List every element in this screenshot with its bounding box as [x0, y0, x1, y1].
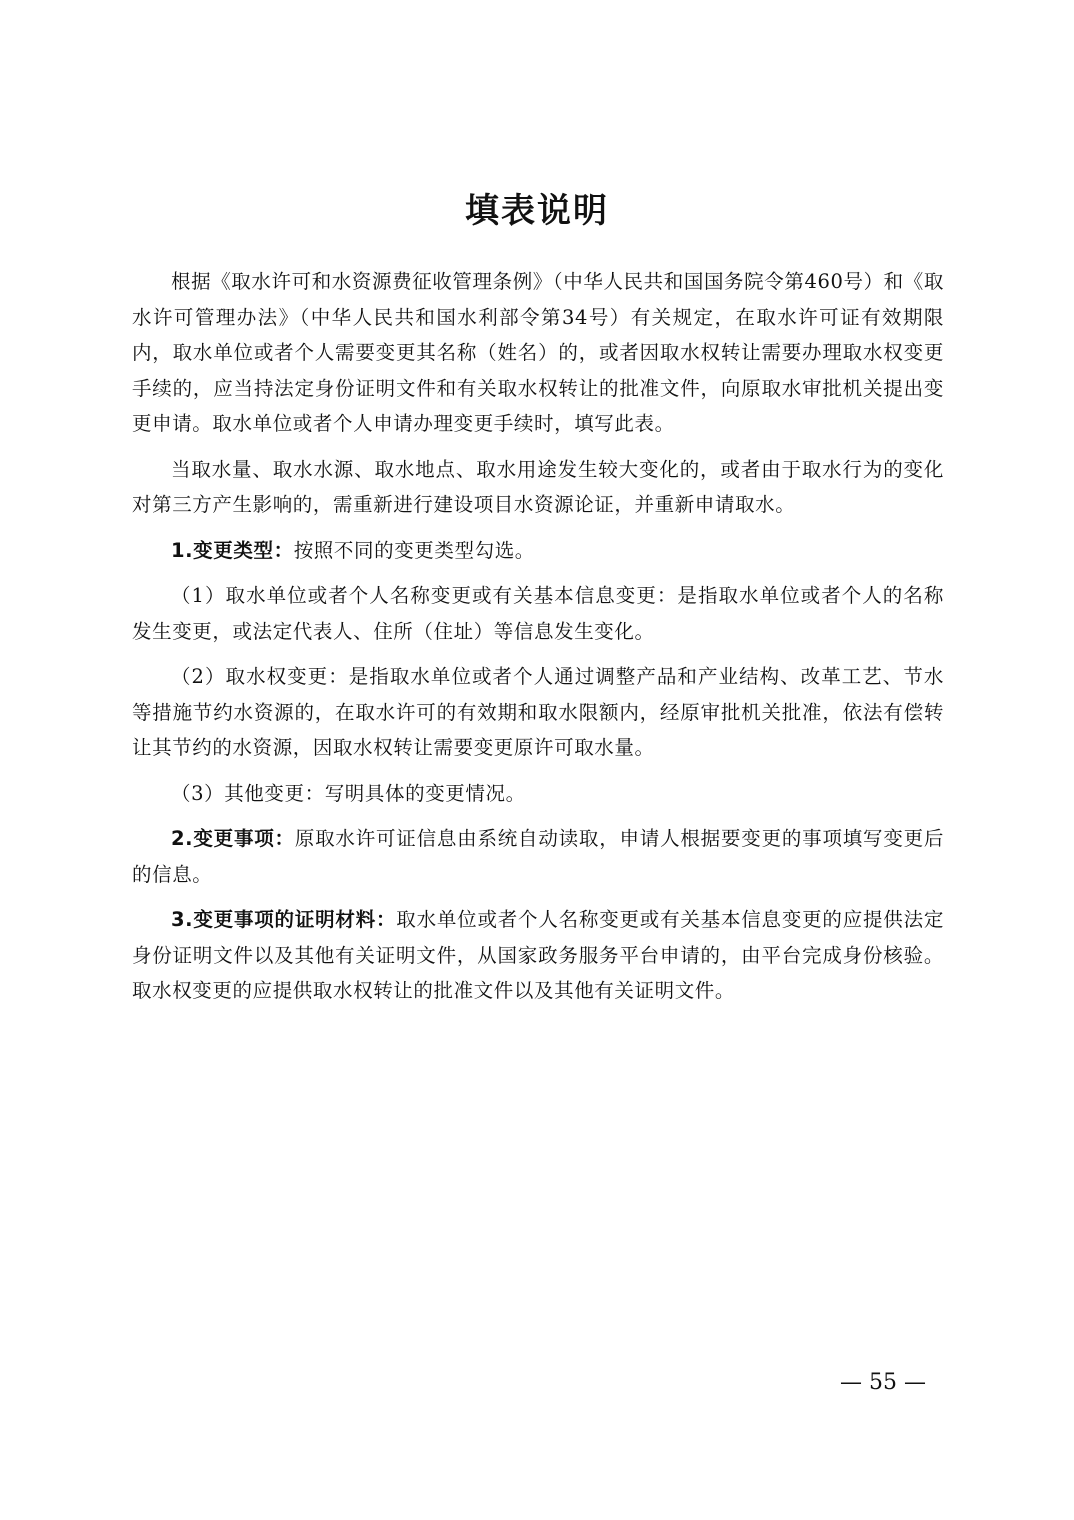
reassessment-paragraph — [132, 452, 944, 523]
change-type-2-text: （2）取水权变更：是指取水单位或者个人通过调整产品和产业结构、改革工艺、节水等措施节约水资源的，在取水许可的有效期和取水限额内，经原审批机关批准，依法有偿转让其节约的水资源，因取水权转让需要变更原许可取水量。 — [132, 665, 944, 759]
supporting-materials-paragraph — [132, 902, 944, 1009]
change-type-paragraph — [132, 533, 944, 569]
change-items-paragraph — [132, 821, 944, 892]
reassessment-paragraph-text: 当取水量、取水水源、取水地点、取水用途发生较大变化的，或者由于取水行为的变化对第三方产生影响的，需重新进行建设项目水资源论证，并重新申请取水。 — [132, 457, 944, 516]
change-type-label: 1.变更类型： — [171, 538, 294, 562]
change-items-label: 2.变更事项： — [171, 827, 295, 850]
change-type-2-paragraph — [132, 659, 944, 766]
change-type-1-text: （1）取水单位或者个人名称变更或有关基本信息变更：是指取水单位或者个人的名称发生变更，或法定代表人、住所（住址）等信息发生变化。 — [132, 584, 944, 643]
change-type-3-paragraph — [132, 776, 944, 812]
page-number: — 55 — — [840, 1370, 926, 1395]
change-type-1-paragraph — [132, 578, 944, 649]
change-type-3-text: （3）其他变更：写明具体的变更情况。 — [171, 781, 526, 805]
instructions-body — [132, 264, 944, 1019]
intro-paragraph — [132, 264, 944, 442]
supporting-materials-text: 取水单位或者个人名称变更或有关基本信息变更的应提供法定身份证明文件以及其他有关证明文件，从国家政务服务平台申请的，由平台完成身份核验。取水权变更的应提供取水权转让的批准文件以及其他有关证明文件。 — [132, 908, 944, 1002]
supporting-materials-label: 3.变更事项的证明材料： — [171, 908, 397, 931]
change-items-text: 原取水许可证信息由系统自动读取，申请人根据要变更的事项填写变更后的信息。 — [132, 827, 945, 886]
page-title: 填表说明 — [465, 191, 609, 231]
change-type-text: 按照不同的变更类型勾选。 — [293, 538, 535, 562]
intro-paragraph-text: 根据《取水许可和水资源费征收管理条例》（中华人民共和国国务院令第460号）和《取水许可管理办法》（中华人民共和国水利部令第34号）有关规定，在取水许可证有效期限内，取水单位或者个人需要变更其名称（姓名）的，或者因取水权转让需要办理取水权变更手续的，应当持法定身份证明文件和有关取水权转让的批准文件，向原取水审批机关提出变更申请。取水单位或者个人申请办理变更手续时，填写此表。 — [132, 270, 944, 435]
